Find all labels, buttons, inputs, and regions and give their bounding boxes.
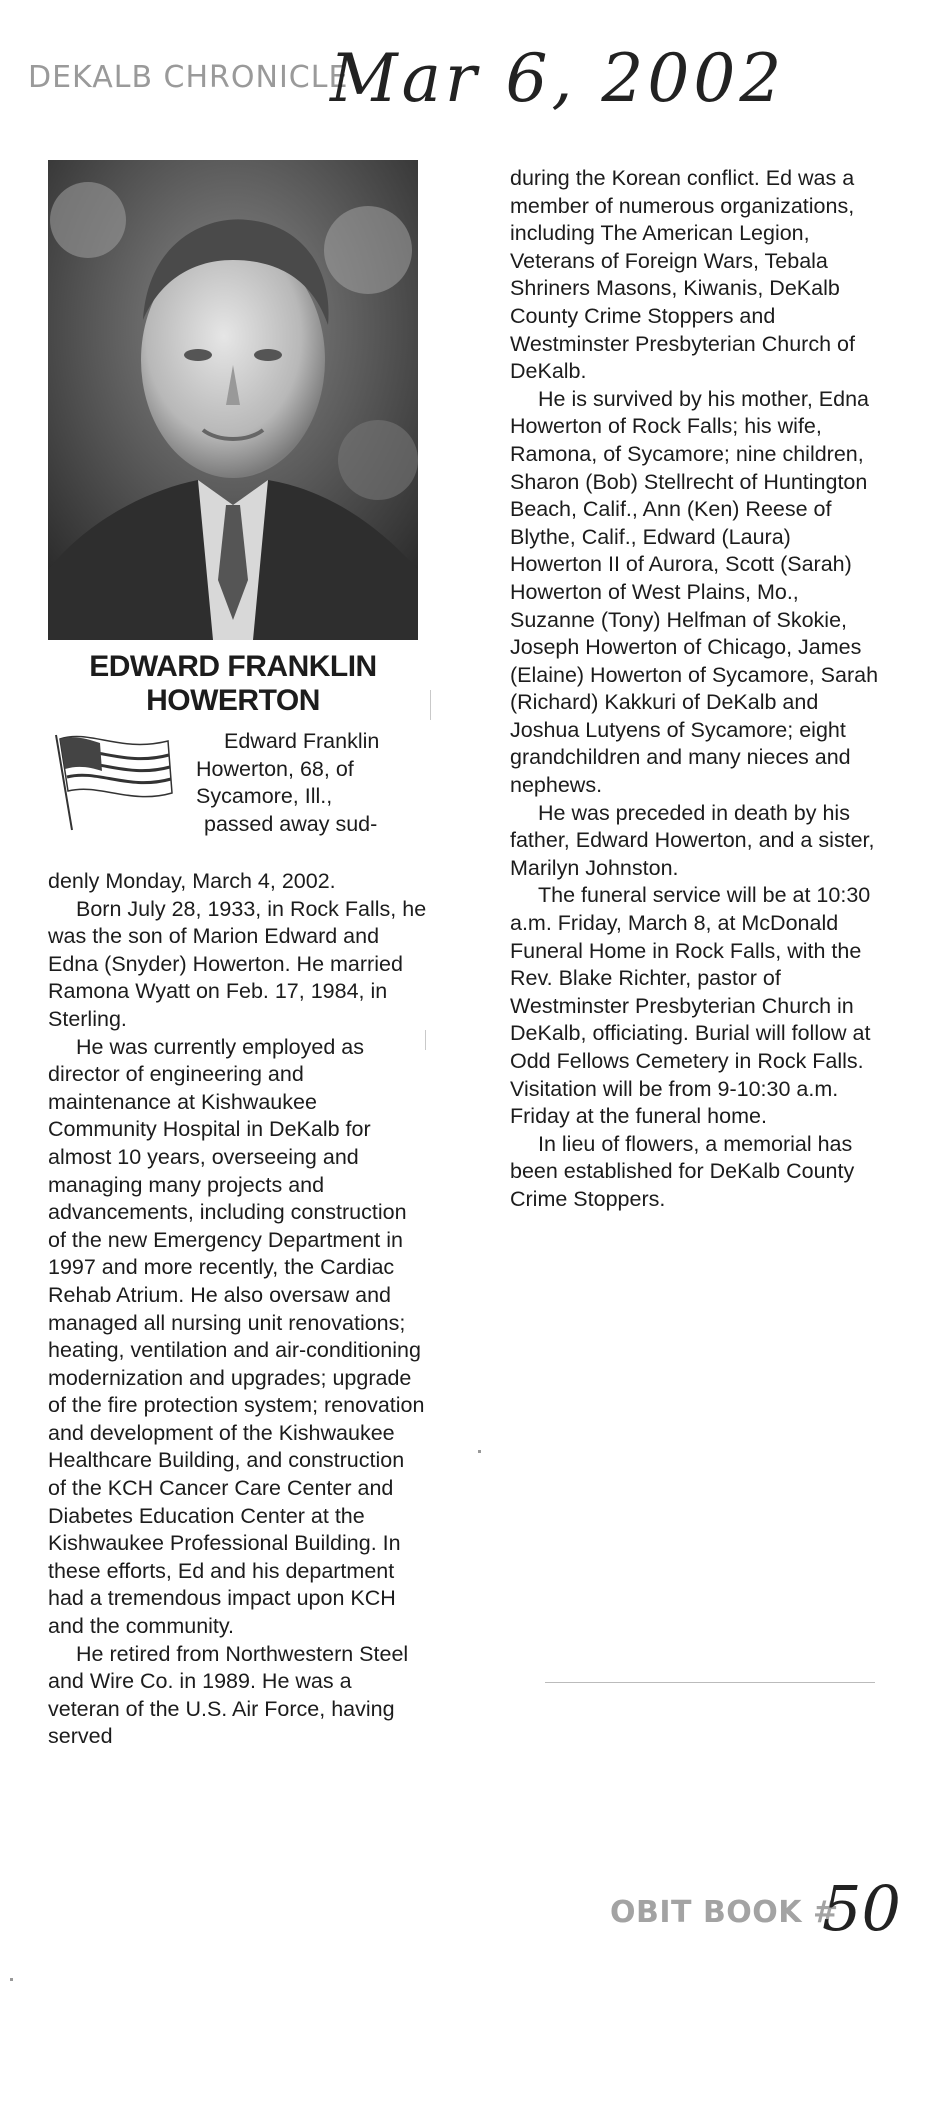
obituary-headline (48, 650, 418, 718)
wrapped-line: Howerton, 68, of (196, 756, 354, 781)
headline-name-line-2: HOWERTON (146, 684, 320, 717)
paragraph: The funeral service will be at 10:30 a.m. Friday, March 8, at McDonald Funeral Home in Rock Falls, with the Rev. Blake Richter, pastor of Westminster Presbyterian Church in DeKalb, officiating. Burial will follow at Odd Fellows Cemetery in Rock Falls. Visitation will be from 9-10:30 a.m. Friday at the funeral home. (510, 883, 871, 1129)
obit-book-label: OBIT BOOK # (610, 1895, 839, 1930)
handwritten-date: Mar 6, 2002 (330, 40, 786, 117)
scan-speck (10, 1978, 13, 1981)
obituary-opening-wrapped-lines (196, 728, 426, 838)
obit-book-number: 50 (822, 1872, 901, 1945)
wrapped-line: Edward Franklin (224, 729, 380, 753)
paragraph: denly Monday, March 4, 2002. (48, 869, 336, 893)
paragraph: He is survived by his mother, Edna Howerton of Rock Falls; his wife, Ramona, of Sycamore; nine children, Sharon (Bob) Stellrecht of Huntington Beach, Calif., Ann (Ken) Reese of Blythe, Calif., Edward (Laura) Howerton II of Aurora, Scott (Sarah) Howerton of West Plains, Mo., Suzanne (Tony) Helfman of Skokie, Joseph Howerton of Chicago, James (Elaine) Howerton of Sycamore, Sarah (Richard) Kakkuri of DeKalb and Joshua Lutyens of Sycamore; eight grandchildren and many nieces and nephews. (510, 386, 879, 798)
column-edge-mark (425, 1030, 426, 1050)
paragraph: In lieu of flowers, a memorial has been established for DeKalb County Crime Stoppers. (510, 1131, 855, 1211)
wrapped-line: Sycamore, Ill., (196, 784, 333, 809)
paragraph: He retired from Northwestern Steel and Wire Co. in 1989. He was a veteran of the U.S. Air Force, having served (48, 1641, 409, 1749)
paragraph: Born July 28, 1933, in Rock Falls, he was the son of Marion Edward and Edna (Snyder) Howerton. He married Ramona Wyatt on Feb. 17, 1984, in Sterling. (48, 896, 427, 1031)
american-flag-icon (50, 725, 175, 835)
obituary-column-2 (510, 165, 880, 1214)
newspaper-source-stamp: DEKALB CHRONICLE (28, 60, 349, 95)
scan-speck (478, 1450, 481, 1453)
cut-line (545, 1682, 875, 1683)
obituary-column-1 (48, 868, 428, 1751)
column-edge-mark (430, 690, 431, 720)
wrapped-line: passed away sud- (204, 811, 378, 836)
paragraph: during the Korean conflict. Ed was a member of numerous organizations, including The American Legion, Veterans of Foreign Wars, Tebala Shriners Masons, Kiwanis, DeKalb County Crime Stoppers and Westminster Presbyterian Church of DeKalb. (510, 166, 855, 384)
paragraph: He was currently employed as director of engineering and maintenance at Kishwaukee Community Hospital in DeKalb for almost 10 years, overseeing and managing many projects and advancements, including construction of the new Emergency Department in 1997 and more recently, the Cardiac Rehab Atrium. He also oversaw and managed all nursing unit renovations; heating, ventilation and air-conditioning modernization and upgrades; upgrade of the fire protection system; renovation and development of the Kishwaukee Healthcare Building, and construction of the KCH Cancer Care Center and Diabetes Education Center at the Kishwaukee Professional Building. In these efforts, Ed and his department had a tremendous impact upon KCH and the community. (48, 1034, 425, 1639)
paragraph: He was preceded in death by his father, Edward Howerton, and a sister, Marilyn Johnston. (510, 800, 875, 880)
headline-name-line-1: EDWARD FRANKLIN (89, 650, 377, 683)
portrait-photo (48, 160, 418, 640)
